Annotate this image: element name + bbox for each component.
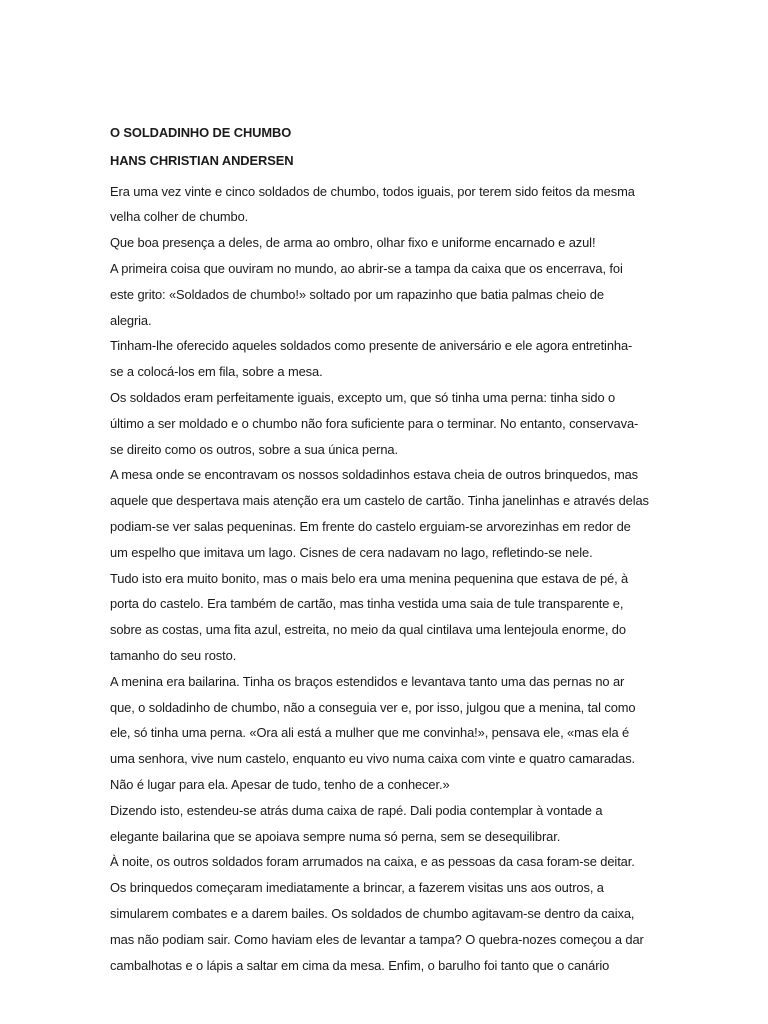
paragraph [110,566,658,669]
paragraph [110,669,658,798]
text-line: que, o soldadinho de chumbo, não a conseguia ver e, por isso, julgou que a menina, tal como [110,699,636,715]
text-line: cambalhotas e o lápis a saltar em cima da mesa. Enfim, o barulho foi tanto que o canário [110,957,610,973]
text-line: alegria. [110,312,152,328]
text-line: elegante bailarina que se apoiava sempre numa só perna, sem se desequilibrar. [110,828,561,844]
paragraph [110,230,658,256]
text-line: uma senhora, vive num castelo, enquanto eu vivo numa caixa com vinte e quatro camaradas. [110,751,636,767]
paragraph-list [110,179,658,979]
text-line: sobre as costas, uma fita azul, estreita, no meio da qual cintilava uma lentejoula enorme, do [110,622,626,638]
text-line: Os brinquedos começaram imediatamente a brincar, a fazerem visitas uns aos outros, a [110,880,604,896]
text-line: aquele que despertava mais atenção era um castelo de cartão. Tinha janelinhas e através delas [110,493,649,509]
text-line: podiam-se ver salas pequeninas. Em frente do castelo erguiam-se arvorezinhas em redor de [110,518,631,534]
text-line: se a colocá-los em fila, sobre a mesa. [110,364,323,380]
text-line: Tudo isto era muito bonito, mas o mais belo era uma menina pequenina que estava de pé, à [110,570,629,586]
text-line: A mesa onde se encontravam os nossos soldadinhos estava cheia de outros brinquedos, mas [110,467,639,483]
text-line: tamanho do seu rosto. [110,647,237,663]
text-line: A menina era bailarina. Tinha os braços estendidos e levantava tanto uma das pernas no ar [110,673,625,689]
paragraph [110,256,658,333]
text-line: este grito: «Soldados de chumbo!» soltado por um rapazinho que batia palmas cheio de [110,286,604,302]
text-line: porta do castelo. Era também de cartão, mas tinha vestida uma saia de tule transparente e, [110,596,624,612]
text-line: se direito como os outros, sobre a sua única perna. [110,441,398,457]
text-line: Dizendo isto, estendeu-se atrás duma caixa de rapé. Dali podia contemplar à vontade a [110,802,603,818]
paragraph [110,385,658,462]
text-line: Era uma vez vinte e cinco soldados de chumbo, todos iguais, por terem sido feitos da mesma [110,183,635,199]
text-line: À noite, os outros soldados foram arrumados na caixa, e as pessoas da casa foram-se deitar. [110,854,635,870]
paragraph [110,875,658,978]
text-line: Os soldados eram perfeitamente iguais, excepto um, que só tinha uma perna: tinha sido o [110,389,616,405]
text-line: A primeira coisa que ouviram no mundo, ao abrir-se a tampa da caixa que os encerrava, foi [110,260,623,276]
text-line: ele, só tinha uma perna. «Ora ali está a mulher que me convinha!», pensava ele, «mas ela é [110,725,630,741]
paragraph [110,462,658,565]
text-line: Que boa presença a deles, de arma ao ombro, olhar fixo e uniforme encarnado e azul! [110,235,596,251]
text-line: velha colher de chumbo. [110,209,249,225]
text-line: Não é lugar para ela. Apesar de tudo, tenho de a conhecer.» [110,776,450,792]
text-line: Tinham-lhe oferecido aqueles soldados como presente de aniversário e ele agora entretinha- [110,338,633,354]
paragraph [110,849,658,875]
paragraph [110,798,658,850]
paragraph [110,333,658,385]
paragraph [110,179,658,231]
document-title: O SOLDADINHO DE CHUMBO [110,125,292,140]
text-line: um espelho que imitava um lago. Cisnes de cera nadavam no lago, refletindo-se nele. [110,544,593,560]
document-body [110,120,658,978]
text-line: último a ser moldado e o chumbo não fora suficiente para o terminar. No entanto, conservava- [110,415,639,431]
text-line: simularem combates e a darem bailes. Os soldados de chumbo agitavam-se dentro da caixa, [110,905,635,921]
document-author: HANS CHRISTIAN ANDERSEN [110,152,294,168]
text-line: mas não podiam sair. Como haviam eles de levantar a tampa? O quebra-nozes começou a dar [110,931,644,947]
